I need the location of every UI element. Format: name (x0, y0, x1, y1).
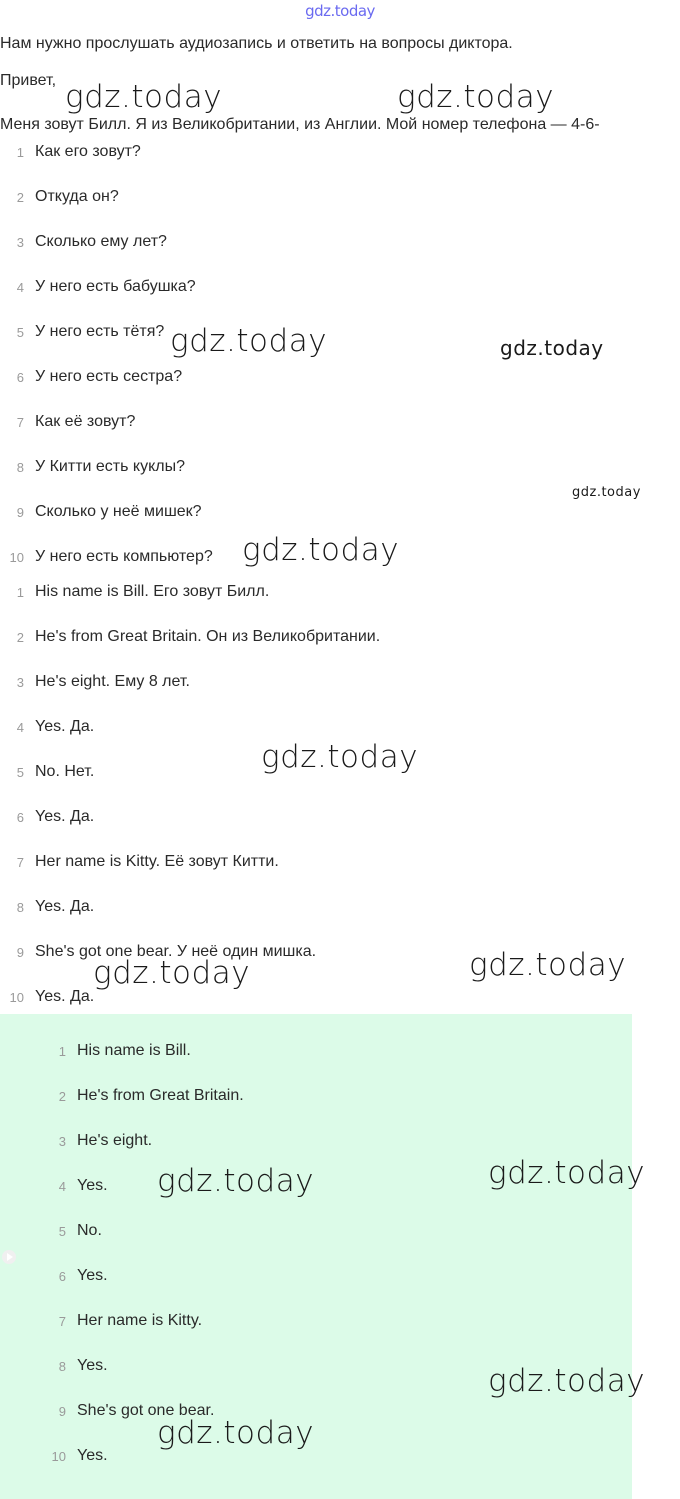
item-number: 8 (16, 460, 24, 475)
list-item (0, 278, 213, 323)
item-text: She's got one bear. (77, 1402, 215, 1419)
list-item (0, 458, 213, 503)
item-text: His name is Bill. Его зовут Билл. (35, 583, 270, 600)
item-text: Как его зовут? (35, 143, 141, 160)
list-item (42, 1222, 244, 1267)
watermark: gdz.today (261, 739, 419, 775)
item-text: He's eight. Ему 8 лет. (35, 673, 190, 690)
list-item (42, 1267, 244, 1312)
list-item (0, 853, 380, 898)
item-number: 7 (58, 1314, 66, 1329)
list-item (42, 1042, 244, 1087)
item-number: 8 (16, 900, 24, 915)
item-text: У Китти есть куклы? (35, 458, 186, 475)
item-number: 10 (51, 1449, 66, 1464)
item-text: He's eight. (77, 1132, 153, 1149)
item-text: Yes. Да. (35, 808, 95, 825)
item-text: Сколько ему лет? (35, 233, 167, 250)
list-item (0, 413, 213, 458)
watermark: gdz.today (157, 1415, 315, 1451)
watermark: gdz.today (242, 532, 400, 568)
item-number: 3 (16, 675, 24, 690)
list-item (42, 1312, 244, 1357)
list-item (42, 1087, 244, 1132)
item-number: 10 (9, 550, 24, 565)
answer-block (0, 1014, 632, 1499)
item-text: Откуда он? (35, 188, 119, 205)
item-text: Сколько у неё мишек? (35, 503, 202, 520)
item-text: No. (77, 1222, 102, 1239)
item-number: 3 (58, 1134, 66, 1149)
list-item (42, 1447, 244, 1492)
item-number: 6 (16, 370, 24, 385)
list-item (0, 583, 380, 628)
item-number: 4 (58, 1179, 66, 1194)
item-text: Yes. (77, 1357, 108, 1374)
play-icon[interactable] (2, 1250, 16, 1264)
item-number: 10 (9, 990, 24, 1005)
item-text: Yes. Да. (35, 898, 95, 915)
item-text: His name is Bill. (77, 1042, 191, 1059)
item-number: 8 (58, 1359, 66, 1374)
item-text: Как её зовут? (35, 413, 136, 430)
item-text: Yes. Да. (35, 718, 95, 735)
item-text: He's from Great Britain. (77, 1087, 244, 1104)
watermark: gdz.today (170, 323, 328, 359)
item-number: 2 (16, 630, 24, 645)
questions-list (0, 143, 213, 593)
item-text: У него есть тётя? (35, 323, 165, 340)
watermark: gdz.today (488, 1155, 646, 1191)
list-item (0, 808, 380, 853)
item-number: 7 (16, 855, 24, 870)
item-number: 1 (58, 1044, 66, 1059)
task-intro: Нам нужно прослушать аудиозапись и ответить на вопросы диктора. (0, 35, 513, 52)
item-number: 6 (16, 810, 24, 825)
watermark: gdz.today (488, 1363, 646, 1399)
site-logo[interactable]: gdz.today (305, 2, 375, 20)
item-text: У него есть компьютер? (35, 548, 213, 565)
item-text: Yes. (77, 1177, 108, 1194)
watermark: gdz.today (469, 947, 627, 983)
item-text: Yes. (77, 1267, 108, 1284)
item-text: Yes. (77, 1447, 108, 1464)
item-number: 2 (16, 190, 24, 205)
watermark: gdz.today (93, 955, 251, 991)
item-number: 4 (16, 280, 24, 295)
watermark: gdz.today (397, 79, 555, 115)
item-text: У него есть сестра? (35, 368, 183, 385)
item-number: 5 (58, 1224, 66, 1239)
item-text: Yes. Да. (35, 988, 95, 1005)
watermark: gdz.today (157, 1163, 315, 1199)
list-item (0, 188, 213, 233)
bill-intro: Меня зовут Билл. Я из Великобритании, из Англии. Мой номер телефона — 4-6- (0, 116, 600, 133)
list-item (42, 1357, 244, 1402)
watermark: gdz.today (572, 485, 641, 500)
item-text: Her name is Kitty. Её зовут Китти. (35, 853, 279, 870)
item-number: 6 (58, 1269, 66, 1284)
item-number: 9 (16, 505, 24, 520)
watermark: gdz.today (65, 79, 223, 115)
greeting: Привет, (0, 72, 57, 89)
item-number: 9 (16, 945, 24, 960)
list-item (0, 368, 213, 413)
item-number: 3 (16, 235, 24, 250)
item-number: 5 (16, 325, 24, 340)
item-number: 4 (16, 720, 24, 735)
item-text: У него есть бабушка? (35, 278, 196, 295)
item-text: No. Нет. (35, 763, 95, 780)
item-number: 2 (58, 1089, 66, 1104)
item-text: Her name is Kitty. (77, 1312, 203, 1329)
list-item (0, 233, 213, 278)
item-number: 1 (16, 585, 24, 600)
list-item (0, 673, 380, 718)
item-number: 1 (16, 145, 24, 160)
item-number: 7 (16, 415, 24, 430)
list-item (0, 898, 380, 943)
item-text: He's from Great Britain. Он из Великобритании. (35, 628, 381, 645)
item-number: 9 (58, 1404, 66, 1419)
item-number: 5 (16, 765, 24, 780)
list-item (0, 503, 213, 548)
list-item (0, 628, 380, 673)
watermark: gdz.today (500, 336, 604, 360)
item-text: She's got one bear. У неё один мишка. (35, 943, 317, 960)
list-item (0, 143, 213, 188)
